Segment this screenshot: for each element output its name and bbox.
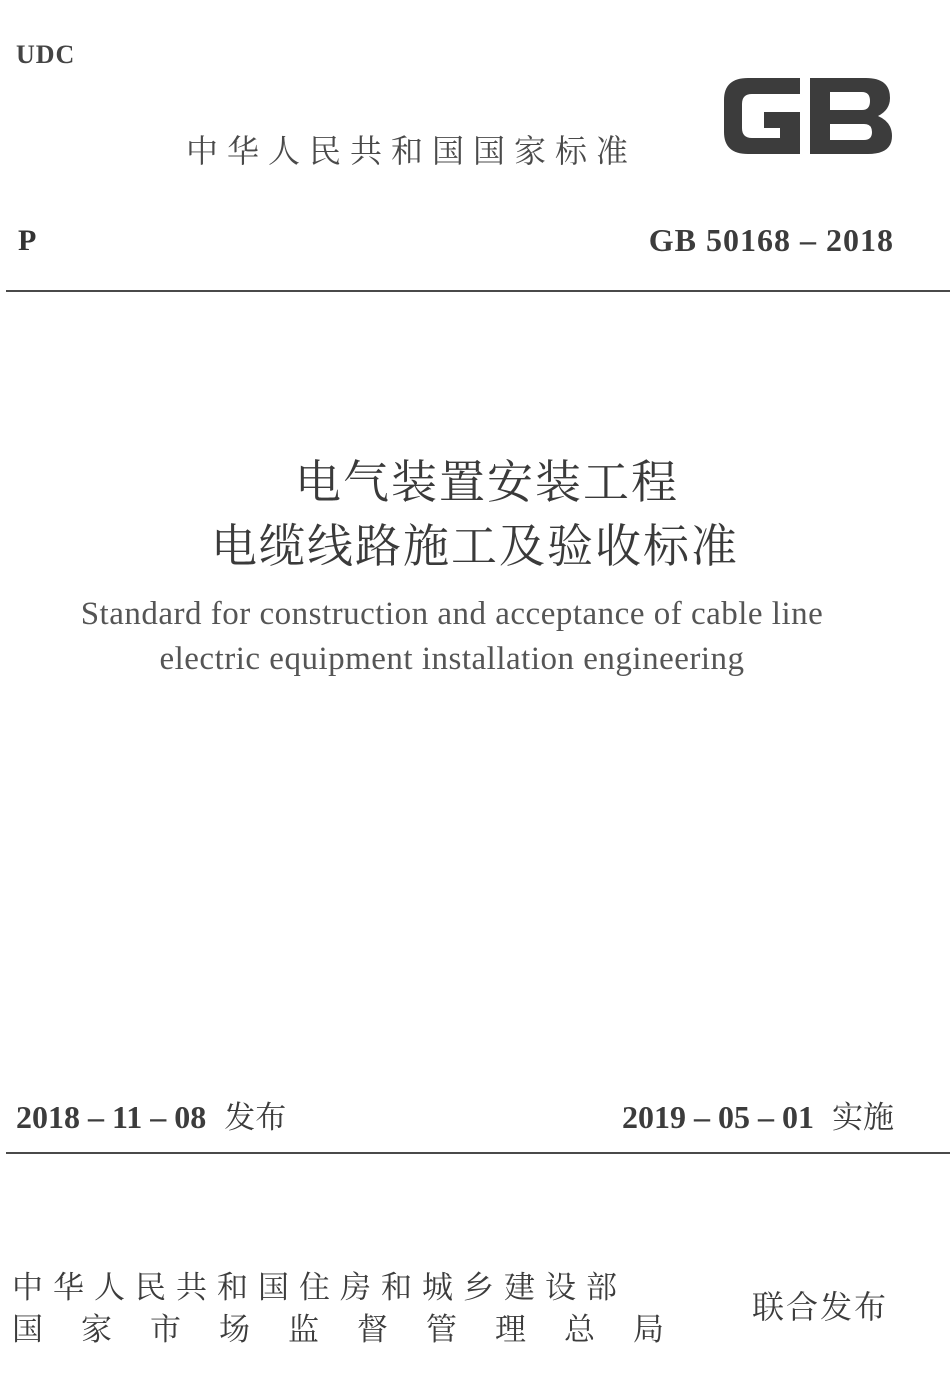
gb-logo-letter-b xyxy=(810,78,892,154)
implementation-date: 2019 – 05 – 01 xyxy=(622,1099,814,1135)
joint-issue-label: 联合发布 xyxy=(752,1288,889,1326)
publisher-line1: 中华人民共和国住房和城乡建设部 xyxy=(12,1270,627,1306)
title-zh-line2: 电缆线路施工及验收标准 xyxy=(211,519,739,573)
udc-label: UDC xyxy=(16,40,76,69)
title-zh-line1: 电气装置安装工程 xyxy=(295,455,679,509)
issue-date-block xyxy=(16,1092,286,1137)
standard-number: GB 50168 – 2018 xyxy=(648,222,894,258)
classification-code: P xyxy=(18,224,37,257)
country-standard-heading: 中华人民共和国国家标准 xyxy=(186,132,638,170)
title-en-line1: Standard for construction and acceptance of cable line xyxy=(80,596,824,632)
issue-label: 发布 xyxy=(224,1100,287,1136)
issue-date: 2018 – 11 – 08 xyxy=(16,1099,207,1135)
gb-logo xyxy=(718,70,896,162)
publisher-line2: 国家市场监督管理总局 xyxy=(12,1312,702,1348)
top-divider xyxy=(6,290,950,292)
title-en-line2: electric equipment installation engineering xyxy=(159,641,745,677)
implementation-date-block xyxy=(622,1092,894,1137)
gb-logo-letter-g xyxy=(724,78,800,154)
implementation-label: 实施 xyxy=(832,1100,894,1136)
bottom-divider xyxy=(6,1152,950,1154)
